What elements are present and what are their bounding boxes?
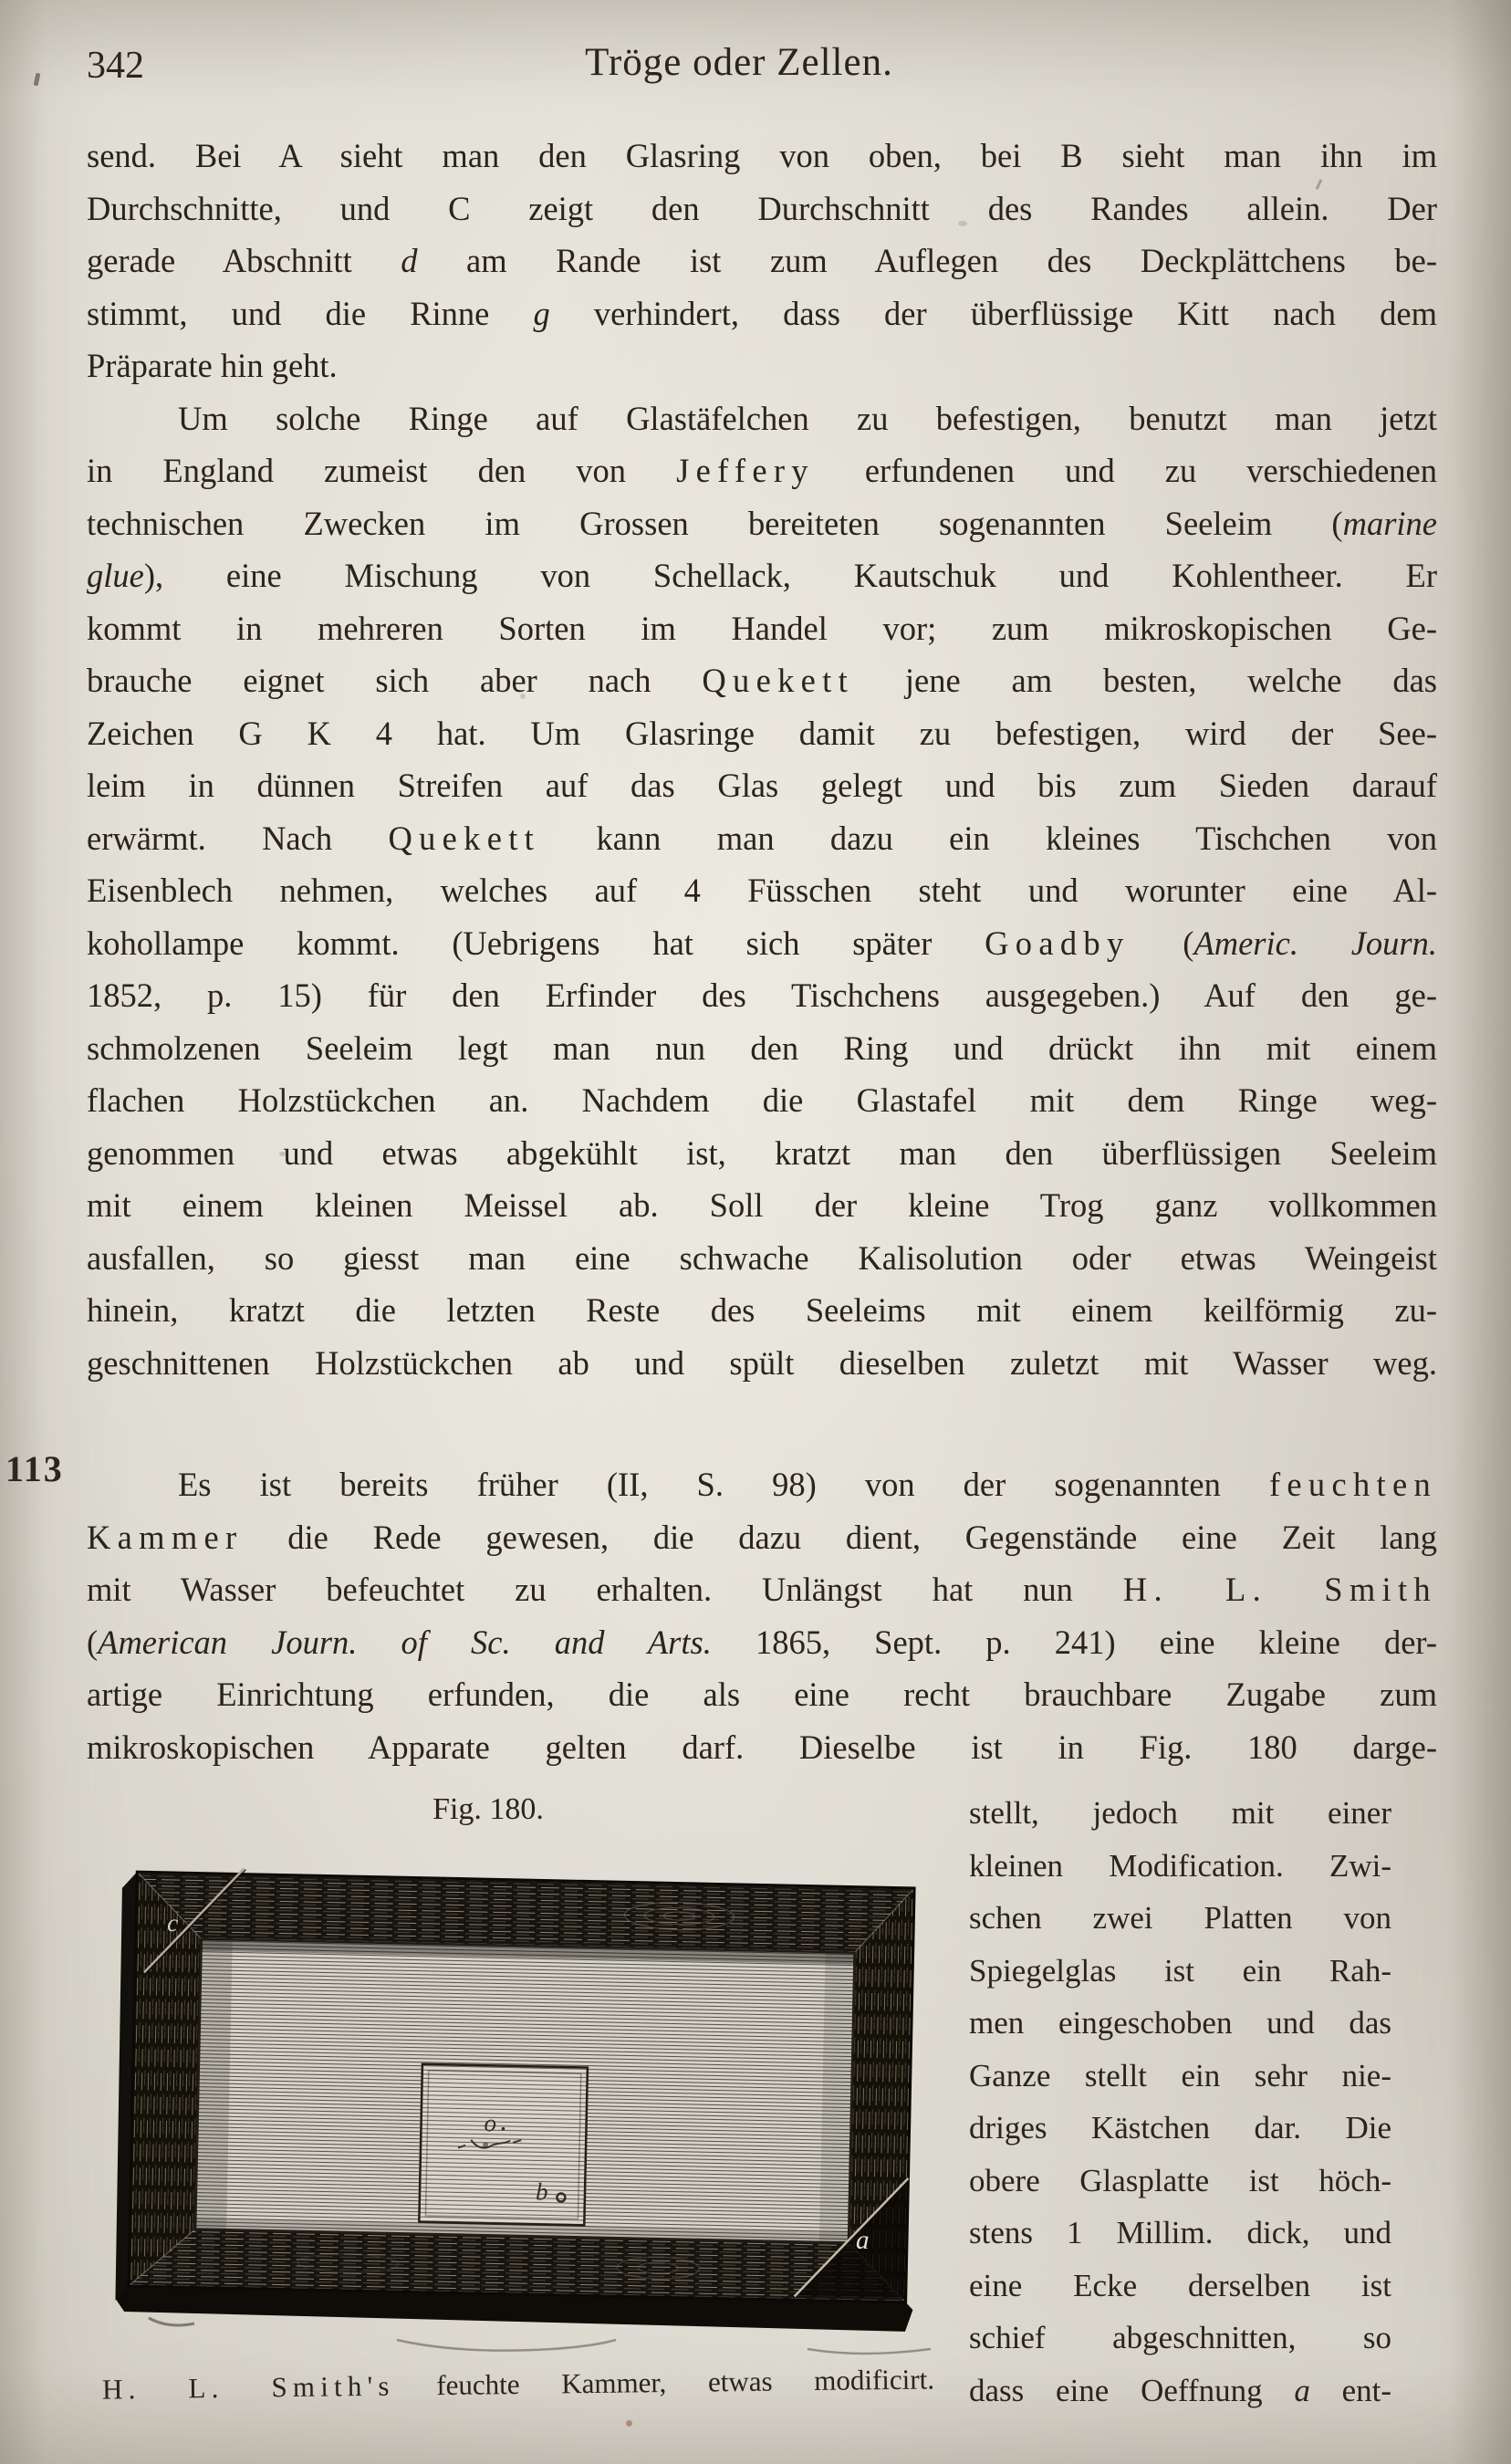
text-segment: stens 1 Millim. dick, und: [969, 2215, 1391, 2250]
text-segment: kleinen Modification. Zwi-: [969, 1847, 1391, 1884]
text-line: [87, 1074, 1437, 1127]
figure-number-caption: Fig. 180.: [432, 1792, 544, 1826]
text-line: [87, 864, 1437, 917]
page-number: 342: [87, 45, 144, 87]
text-line: [87, 812, 1437, 865]
text-segment: gerade Abschnitt: [87, 242, 401, 279]
figure-label-b: b: [535, 2177, 548, 2206]
paragraph: [87, 1458, 1437, 1773]
text-line: [969, 2260, 1391, 2313]
text-line: [87, 654, 1437, 707]
text-segment: mit Wasser befeuchtet zu erhalten. Unlängst hat nun: [87, 1571, 1123, 1608]
text-line: [87, 602, 1437, 655]
emphasized-text: Jeffery: [676, 452, 815, 489]
text-line: [969, 1997, 1391, 2050]
text-line: [87, 1668, 1437, 1721]
emphasized-text: feuchten: [1268, 1466, 1437, 1503]
text-line: [87, 1563, 1437, 1616]
text-segment: 1865, Sept. p. 241) eine kleine der-: [711, 1623, 1437, 1661]
text-line: [87, 1458, 1437, 1511]
text-segment: brauche eignet sich aber nach: [87, 662, 703, 699]
glass-right-shade: [819, 1952, 855, 2243]
text-line: [87, 1616, 1437, 1669]
text-segment: Ganze stellt ein sehr nie-: [969, 2057, 1391, 2093]
emphasized-text: a: [1294, 2372, 1310, 2408]
text-line: [87, 1284, 1437, 1337]
ink-speck: [34, 73, 41, 87]
text-segment: erfundenen und zu verschiedenen: [814, 452, 1437, 489]
text-line: [969, 2207, 1391, 2260]
text-segment: Eisenblech nehmen, welches auf 4 Füsschen steht und worunter eine Al-: [87, 872, 1437, 909]
frame-left-band: [129, 1872, 203, 2287]
text-segment: ), eine Mischung von Schellack, Kautschuk und Kohlentheer. Er: [143, 557, 1437, 594]
emphasized-text: Quekett: [702, 662, 855, 699]
text-segment: stimmt, und die Rinne: [87, 294, 534, 332]
text-segment: men eingeschoben und das: [969, 2005, 1391, 2041]
text-line: [87, 759, 1437, 812]
text-segment: genommen und etwas abgekühlt ist, kratzt man den überflüssigen Seeleim: [87, 1133, 1437, 1172]
text-line: [969, 1945, 1391, 1998]
text-line: [87, 235, 1437, 287]
text-segment: technischen Zwecken im Grossen bereiteten sogenannten Seeleim (: [87, 504, 1343, 542]
text-segment: kommt in mehreren Sorten im Handel vor; zum mikroskopischen Ge-: [87, 609, 1437, 647]
text-segment: verhindert, dass der überflüssige Kitt nach dem: [549, 294, 1438, 332]
text-segment: schief abgeschnitten, so: [969, 2320, 1391, 2355]
text-segment: Es ist bereits früher (II, S. 98) von der sogenannten: [178, 1466, 1269, 1503]
text-segment: feuchte Kammer, etwas modificirt.: [394, 2363, 935, 2402]
text-line: [87, 497, 1437, 550]
text-line: [87, 917, 1437, 970]
text-segment: mit einem kleinen Meissel ab. Soll der kleine Trog ganz vollkommen: [87, 1186, 1437, 1224]
emphasized-text: Quekett: [388, 819, 541, 857]
emphasized-text: g: [533, 294, 550, 332]
text-line: [102, 2358, 934, 2410]
emphasized-text: H. L. Smith: [1122, 1571, 1437, 1608]
text-line: [87, 707, 1437, 760]
text-segment: 1852, p. 15) für den Erfinder des Tischchens ausgegeben.) Auf den ge-: [87, 976, 1437, 1014]
text-segment: stellt, jedoch mit einer: [969, 1795, 1391, 1831]
right-text-column: [969, 1787, 1391, 2417]
text-line: [969, 1787, 1391, 1840]
text-segment: schmolzenen Seeleim legt man nun den Ring und drückt ihn mit einem: [87, 1028, 1437, 1067]
text-line: [87, 392, 1437, 445]
text-segment: Durchschnitte, und C zeigt den Durchschnitt des Randes allein. Der: [87, 189, 1437, 227]
text-segment: artige Einrichtung erfunden, die als eine recht brauchbare Zugabe zum: [87, 1676, 1437, 1713]
text-segment: geschnittenen Holzstückchen ab und spült dieselben zuletzt mit Wasser weg.: [87, 1343, 1437, 1382]
figure-caption: [102, 2358, 934, 2410]
text-segment: erwärmt. Nach: [87, 819, 389, 857]
text-segment: send. Bei A sieht man den Glasring von oben, bei B sieht man ihn im: [87, 137, 1437, 174]
text-line: [969, 2365, 1391, 2417]
emphasized-text: marine: [1342, 504, 1437, 542]
text-segment: ausfallen, so giesst man eine schwache Kalisolution oder etwas Weingeist: [87, 1238, 1437, 1277]
running-title: Tröge oder Zellen.: [585, 41, 893, 84]
text-line: [969, 1892, 1391, 1945]
emphasized-text: American Journ. of Sc. and Arts.: [98, 1623, 712, 1661]
text-segment: hinein, kratzt die letzten Reste des Seeleims mit einem keilförmig zu-: [87, 1291, 1437, 1329]
text-segment: Spiegelglas ist ein Rah-: [969, 1952, 1391, 1989]
text-segment: kann man dazu ein kleines Tischchen von: [540, 819, 1437, 857]
text-line: [87, 1511, 1437, 1564]
emphasized-text: H. L. Smith's: [101, 2369, 395, 2406]
text-line: [969, 2102, 1391, 2155]
text-line: [87, 1022, 1437, 1075]
text-line: [969, 2050, 1391, 2103]
text-line: [87, 130, 1437, 183]
text-segment: obere Glasplatte ist höch-: [969, 2162, 1391, 2198]
text-segment: dass eine Oeffnung: [969, 2372, 1295, 2408]
paragraph: [87, 130, 1437, 392]
text-segment: mikroskopischen Apparate gelten darf. Dieselbe ist in Fig. 180 darge-: [87, 1728, 1437, 1766]
text-segment: Zeichen G K 4 hat. Um Glasringe damit zu befestigen, wird der See-: [87, 714, 1437, 752]
text-line: [969, 1840, 1391, 1893]
figure-illustration-moist-chamber: [109, 1864, 932, 2349]
emphasized-text: Goadby: [985, 924, 1131, 962]
text-line: [87, 1721, 1437, 1774]
text-line: [87, 183, 1437, 235]
text-line: [87, 287, 1437, 340]
text-segment: Um solche Ringe auf Glastäfelchen zu befestigen, benutzt man jetzt: [178, 399, 1437, 437]
text-segment: kohollampe kommt. (Uebrigens hat sich später: [87, 924, 985, 962]
paragraph: [87, 392, 1437, 1390]
text-segment: ent-: [1309, 2372, 1391, 2408]
main-text-column: [87, 130, 1437, 1773]
glass-left-shade: [195, 1939, 233, 2230]
text-line: [87, 1232, 1437, 1285]
text-line: [87, 549, 1437, 602]
text-segment: am Rande ist zum Auflegen des Deckplättchens be-: [417, 242, 1437, 279]
foxing-spot: [626, 2420, 632, 2427]
emphasized-text: d: [401, 242, 418, 279]
text-line: [87, 444, 1437, 497]
text-segment: schen zwei Platten von: [969, 1900, 1391, 1936]
margin-section-number: 113: [5, 1448, 64, 1489]
text-segment: driges Kästchen dar. Die: [969, 2110, 1391, 2146]
text-line: [87, 1179, 1437, 1232]
text-line: [87, 969, 1437, 1022]
text-line: [87, 1127, 1437, 1180]
text-segment: (: [87, 1623, 99, 1661]
figure-label-c: c: [166, 1908, 179, 1937]
figure-label-a: a: [855, 2225, 870, 2256]
text-line: [87, 1337, 1437, 1390]
emphasized-text: glue: [87, 557, 144, 594]
text-segment: eine Ecke derselben ist: [969, 2267, 1391, 2303]
text-line: [87, 339, 1437, 392]
text-segment: die Rede gewesen, die dazu dient, Gegenstände eine Zeit lang: [243, 1518, 1437, 1556]
text-segment: leim in dünnen Streifen auf das Glas gelegt und bis zum Sieden darauf: [87, 767, 1437, 804]
stray-ink-strokes: [123, 2292, 944, 2365]
emphasized-text: Kammer: [87, 1518, 244, 1556]
text-line: [969, 2155, 1391, 2208]
emphasized-text: Americ. Journ.: [1193, 924, 1438, 962]
text-segment: Präparate hin geht.: [87, 347, 338, 384]
text-segment: jene am besten, welche das: [854, 662, 1437, 699]
figure-label-o: o: [484, 2109, 497, 2137]
text-segment: in England zumeist den von: [87, 452, 677, 489]
text-line: [969, 2312, 1391, 2365]
text-segment: flachen Holzstückchen an. Nachdem die Glastafel mit dem Ringe weg-: [87, 1081, 1437, 1119]
text-segment: (: [1130, 924, 1194, 962]
